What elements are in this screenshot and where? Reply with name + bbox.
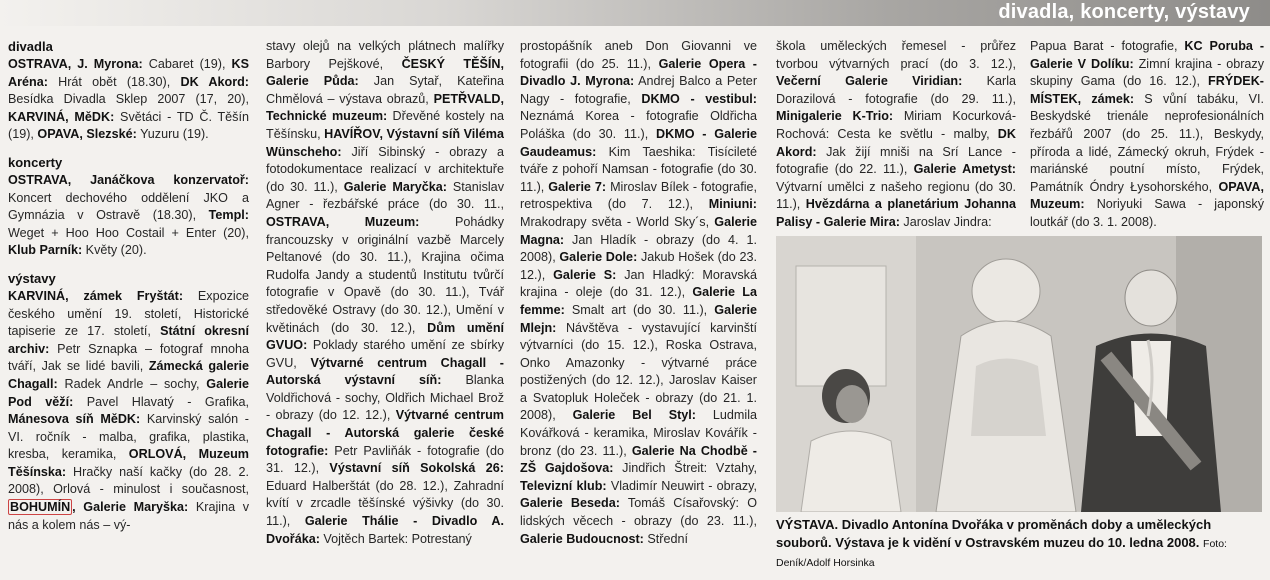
section-heading-divadla: divadla [8, 39, 53, 54]
section-text-vystavy: KARVINÁ, zámek Fryštát: Expozice českého umění 19. století, Historické tapiserie ze 17. století, Státní okresní archiv: Petr Sznapka – fotograf mnoha tváří, Jak se lidé bavili, Zámecká galerie Chagall: Radek Andrle – sochy, Galerie Pod věží: Pavel Hlavatý - Grafika, Mánesova síň MěDK: Karvinský salón - VI. ročník - malba, grafika, plastika, kresba, keramika, ORLOVÁ, Muzeum Těšínska: Hračky naší kačky (do 28. 2. 2008), Orlová - minulost i současnost, BOHUMÍN , Galerie Maryška: Krajina v nás a kolem nás – vý- [8, 288, 249, 532]
caption-text: VÝSTAVA. Divadlo Antonína Dvořáka v proměnách doby a uměleckých souborů. Výstava je k vidění v Ostravském muzeu do 10. ledna 2008. [776, 517, 1212, 550]
column-4-text: škola uměleckých řemesel - průřez tvorbou výtvarných prací (do 3. 12.), Večerní Galerie Viridian: Karla Dorazilová - fotografie (do 29. 11.), Minigalerie K-Trio: Miriam Kocurková-Rochová: Cesta ke světlu - malby, DK Akord: Jak žijí mniši na Srí Lance - fotografie (do 22. 11.), Galerie Ametyst: Výtvarní umělci z našeho regionu (do 30. 11.), Hvězdárna a planetárium Johanna Palisy - Galerie Mira: Jaroslav Jindra: [776, 39, 1016, 229]
column-3-text: prostopášník aneb Don Giovanni ve fotografii (do 25. 11.), Galerie Opera - Divadlo J. Myrona: Andrej Balco a Peter Nagy - fotografie, DKMO - vestibul: Neznámá Korea - fotografie Oldřicha Poláška (do 30. 11.), DKMO - Galerie Gaudeamus: Kim Taeshika: Tisícileté tváře z pohoří Namsan - fotografie (do 30. 11.), Galerie 7: Miroslav Bílek - fotografie, retrospektiva (do 7. 12.), Miniuni: Mrakodrapy světa - World Sky´s, Galerie Magna: Jan Hladík - obrazy (do 4. 1. 2008), Galerie Dole: Jakub Hošek (do 23. 12.), Galerie S: Jan Hladký: Moravská krajina - oleje (do 31. 12.), Galerie La femme: Smalt art (do 30. 11.), Galerie Mlejn: Návštěva - vystavující karvinští výtvarníci (do 15. 12.), Roska Ostrava, Onko Amazonky - výtvarné práce postižených (do 12. 12.), Jaroslav Kaiser a Svatopluk Holeček - obrazy (do 21. 1. 2008), Galerie Bel Styl: Ludmila Kovářková - keramika, Miroslav Kovářík - bronz (do 23. 11.), Galerie Na Chodbě - ZŠ Gajdošova: Jindřich Štreit: Vztahy, Televizní klub: Vladimír Neuwirt - obrazy, Galerie Beseda: Tomáš Císařovský: O lidských věcech - obrazy (do 23. 11.), Galerie Budoucnost: Střední [520, 39, 757, 546]
section-text-divadla: OSTRAVA, J. Myrona: Cabaret (19), KS Aréna: Hrát obět (18.30), DK Akord: Besídka Divadla Sklep 2007 (17, 20), KARVINÁ, MěDK: Světáci - TD Č. Těšín (19), OPAVA, Slezské: Yuzuru (19). [8, 57, 249, 142]
section-koncerty [8, 154, 249, 260]
section-heading-vystavy: výstavy [8, 270, 56, 286]
section-title: divadla, koncerty, výstavy [998, 1, 1250, 23]
column-3 [520, 38, 757, 578]
column-4 [776, 38, 1016, 234]
section-vystavy [8, 270, 249, 534]
column-5 [1030, 38, 1264, 234]
column-1 [8, 38, 249, 578]
photo-illustration [776, 236, 1262, 512]
section-header-bar [0, 0, 1270, 26]
section-heading-koncerty: koncerty [8, 154, 63, 170]
column-2 [266, 38, 504, 578]
section-text-koncerty: OSTRAVA, Janáčkova konzervatoř: Koncert dechového oddělení JKO a Gymnázia v Ostravě (18.30), Templ: Weget + Hoo Hoo Costail + Enter (20), Klub Parník: Květy (20). [8, 172, 249, 258]
photo-credit: Foto: Deník/Adolf Horsinka [776, 537, 1227, 569]
exhibition-photo [776, 236, 1262, 512]
column-2-text: stavy olejů na velkých plátnech malířky Barbory Pejškové, ČESKÝ TĚŠÍN, Galerie Půda: Jan Sytař, Kateřina Chmělová – výstava obrazů, PETŘVALD, Technické muzeum: Dřevěné kostely na Těšínsku, HAVÍŘOV, Výstavní síň Viléma Wünscheho: Jiří Sibinský - obrazy a fotodokumentace realizací v architektuře (do 30. 11.), Galerie Maryčka: Stanislav Agner - řezbářské práce (do 30. 11., OSTRAVA, Muzeum: Pohádky francouzsky v originální vazbě Marcely Peltanové (do 30. 11.), Krajina očima Rudolfa Jandy a studentů Institutu tvůrčí fotografie v Opavě (do 30. 11.), Tvář středověké Ostravy (do 30. 12.), Umění v květinách (do 30. 12.), Dům umění GVUO: Poklady starého umění ze sbírky GVU, Výtvarné centrum Chagall - Autorská výstavní síň: Blanka Voldřichová - sochy, Oldřich Michael Brož - obrazy (do 12. 12.), Výtvarné centrum Chagall - Autorská galerie české fotografie: Petr Pavliňák - fotografie (do 31. 12.), Výstavní síň Sokolská 26: Eduard Halberštát (do 28. 12.), Zahradní kvítí v zrcadle těšínské výšivky (do 30. 11.), Galerie Thálie - Divadlo A. Dvořáka: Vojtěch Bartek: Potrestaný [266, 39, 504, 546]
section-divadla [8, 38, 249, 144]
column-5-text: Papua Barat - fotografie, KC Poruba - Galerie V Dolíku: Zimní krajina - obrazy skupiny Gama (do 16. 12.), FRÝDEK-MÍSTEK, zámek: S vůní tabáku, VI. Beskydské trienále neprofesionálních řezbářů 2007 (do 25. 11.), Beskydy, příroda a lidé, Zámecký okruh, Frýdek - mariánské poutní místo, Frýdek, Památník Óndry Łysohorského, OPAVA, Muzeum: Noriyuki Sawa - japonský loutkář (do 3. 1. 2008). [1030, 39, 1264, 229]
photo-caption [776, 516, 1264, 573]
